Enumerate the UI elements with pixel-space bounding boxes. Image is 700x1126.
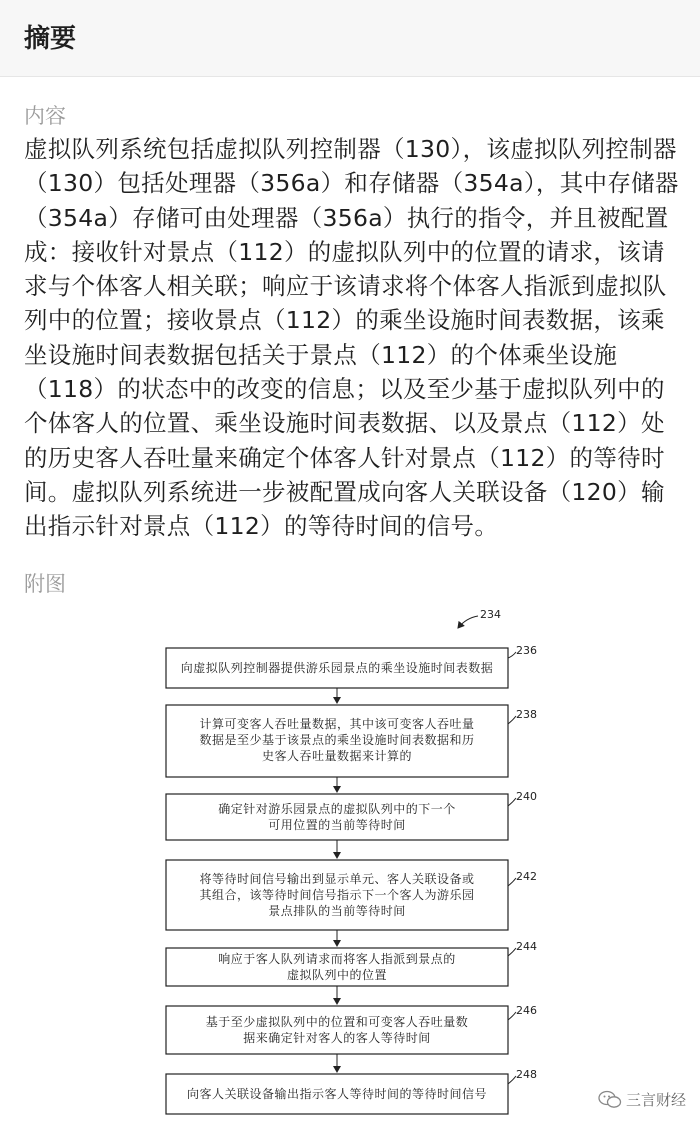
ref-arrow — [458, 616, 478, 628]
flowchart-lines — [0, 600, 700, 1126]
step-ref: 248 — [516, 1068, 537, 1081]
ref-main: 234 — [480, 608, 501, 621]
step-text: 将等待时间信号输出到显示单元、客人关联设备或其组合，该等待时间信号指示下一个客人为游乐园景点排队的当前等待时间 — [199, 872, 475, 918]
step-ref: 244 — [516, 940, 537, 953]
step-ref: 242 — [516, 870, 537, 883]
watermark-text: 三言财经 — [625, 1091, 686, 1109]
page-title: 摘要 — [24, 24, 77, 54]
content-label: 内容 — [24, 104, 66, 128]
watermark — [598, 1089, 686, 1110]
step-text: 向虚拟队列控制器提供游乐园景点的乘坐设施时间表数据 — [180, 661, 494, 675]
step-text: 基于至少虚拟队列中的位置和可变客人吞吐量数据来确定针对客人的客人等待时间 — [205, 1015, 469, 1045]
step-ref: 238 — [516, 708, 537, 721]
step-text: 向客人关联设备输出指示客人等待时间的等待时间信号 — [186, 1087, 487, 1101]
step-ref: 240 — [516, 790, 537, 803]
flowchart — [0, 600, 700, 1126]
step-text: 计算可变客人吞吐量数据，其中该可变客人吞吐量数据是至少基于该景点的乘坐设施时间表数据和历史客人吞吐量数据来计算的 — [199, 717, 475, 763]
step-ref: 236 — [516, 644, 537, 657]
wechat-icon — [598, 1090, 622, 1110]
step-text: 确定针对游乐园景点的虚拟队列中的下一个可用位置的当前等待时间 — [218, 802, 456, 832]
step-text: 响应于客人队列请求而将客人指派到景点的虚拟队列中的位置 — [218, 952, 456, 982]
step-ref: 246 — [516, 1004, 537, 1017]
figure-label: 附图 — [24, 572, 66, 596]
header-bar — [0, 0, 700, 77]
abstract-text: 虚拟队列系统包括虚拟队列控制器（130），该虚拟队列控制器（130）包括处理器（356a）和存储器（354a），其中存储器（354a）存储可由处理器（356a）执行的指令，并且被配置成：接收针对景点（112）的虚拟队列中的位置的请求，该请求与个体客人相关联；响应于该请求将个体客人指派到虚拟队列中的位置；接收景点（112）的乘坐设施时间表数据，该乘坐设施时间表数据包括关于景点（112）的个体乘坐设施（118）的状态中的改变的信息；以及至少基于虚拟队列中的个体客人的位置、乘坐设施时间表数据、以及景点（112）处的历史客人吞吐量来确定个体客人针对景点（112）的等待时间。虚拟队列系统进一步被配置成向客人关联设备（120）输出指示针对景点（112）的等待时间的信号。 — [24, 135, 679, 541]
